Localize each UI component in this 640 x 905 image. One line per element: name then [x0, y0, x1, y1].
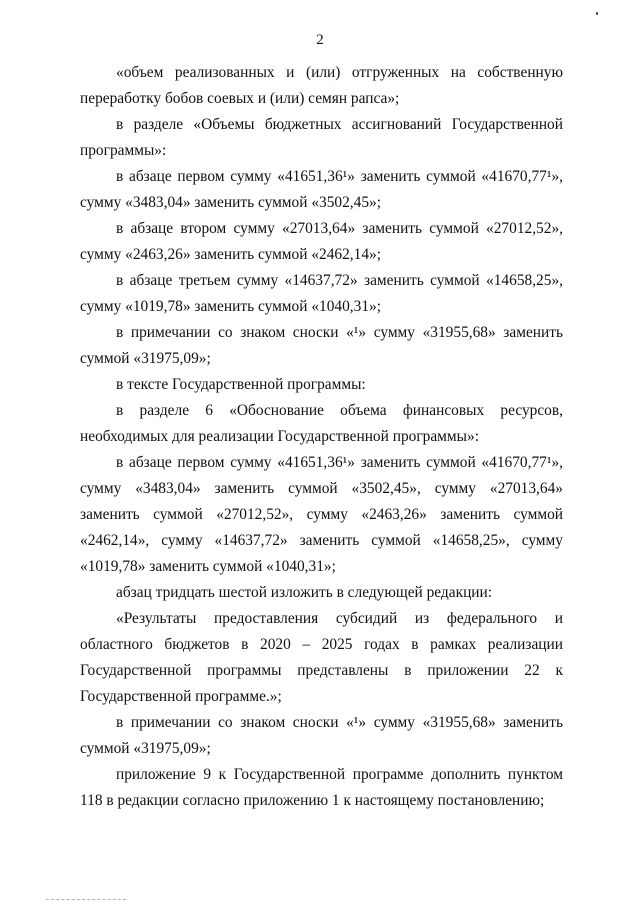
paragraph-11: «Результаты предоставления субсидий из федерального и областного бюджетов в 2020 – 2025 годах в рамках реализации Государственной программы представлены в приложении 22 к Государственной программе.»; — [80, 610, 563, 705]
paragraph-4: в абзаце втором сумму «27013,64» заменить суммой «27012,52», сумму «2463,26» заменить суммой «2462,14»; — [80, 220, 563, 263]
page-number: 2 — [316, 32, 324, 48]
paragraph-12: в примечании со знаком сноски «¹» сумму «31955,68» заменить суммой «31975,09»; — [80, 714, 563, 757]
document-body — [80, 60, 563, 814]
paragraph-3: в абзаце первом сумму «41651,36¹» заменить суммой «41670,77¹», сумму «3483,04» заменить суммой «3502,45»; — [80, 168, 563, 211]
paragraph-9: в абзаце первом сумму «41651,36¹» заменить суммой «41670,77¹», сумму «3483,04» заменить суммой «3502,45», сумму «27013,64» заменить суммой «27012,52», сумму «2463,26» заменить суммой «2462,14», сумму «14637,72» заменить суммой «14658,25», сумму «1019,78» заменить суммой «1040,31»; — [80, 454, 563, 575]
paragraph-6: в примечании со знаком сноски «¹» сумму «31955,68» заменить суммой «31975,09»; — [80, 324, 563, 367]
paragraph-5: в абзаце третьем сумму «14637,72» заменить суммой «14658,25», сумму «1019,78» заменить суммой «1040,31»; — [80, 272, 563, 315]
paragraph-13: приложение 9 к Государственной программе дополнить пунктом 118 в редакции согласно приложению 1 к настоящему постановлению; — [80, 766, 563, 809]
paragraph-1: «объем реализованных и (или) отгруженных на собственную переработку бобов соевых и (или) семян рапса»; — [80, 64, 563, 107]
paragraph-10: абзац тридцать шестой изложить в следующей редакции: — [116, 584, 493, 601]
scan-speck — [596, 12, 598, 15]
paragraph-8: в разделе 6 «Обоснование объема финансовых ресурсов, необходимых для реализации Государственной программы»: — [80, 402, 563, 445]
scan-edge-mark — [46, 899, 126, 901]
paragraph-2: в разделе «Объемы бюджетных ассигнований Государственной программы»: — [80, 116, 563, 159]
paragraph-7: в тексте Государственной программы: — [116, 376, 366, 393]
